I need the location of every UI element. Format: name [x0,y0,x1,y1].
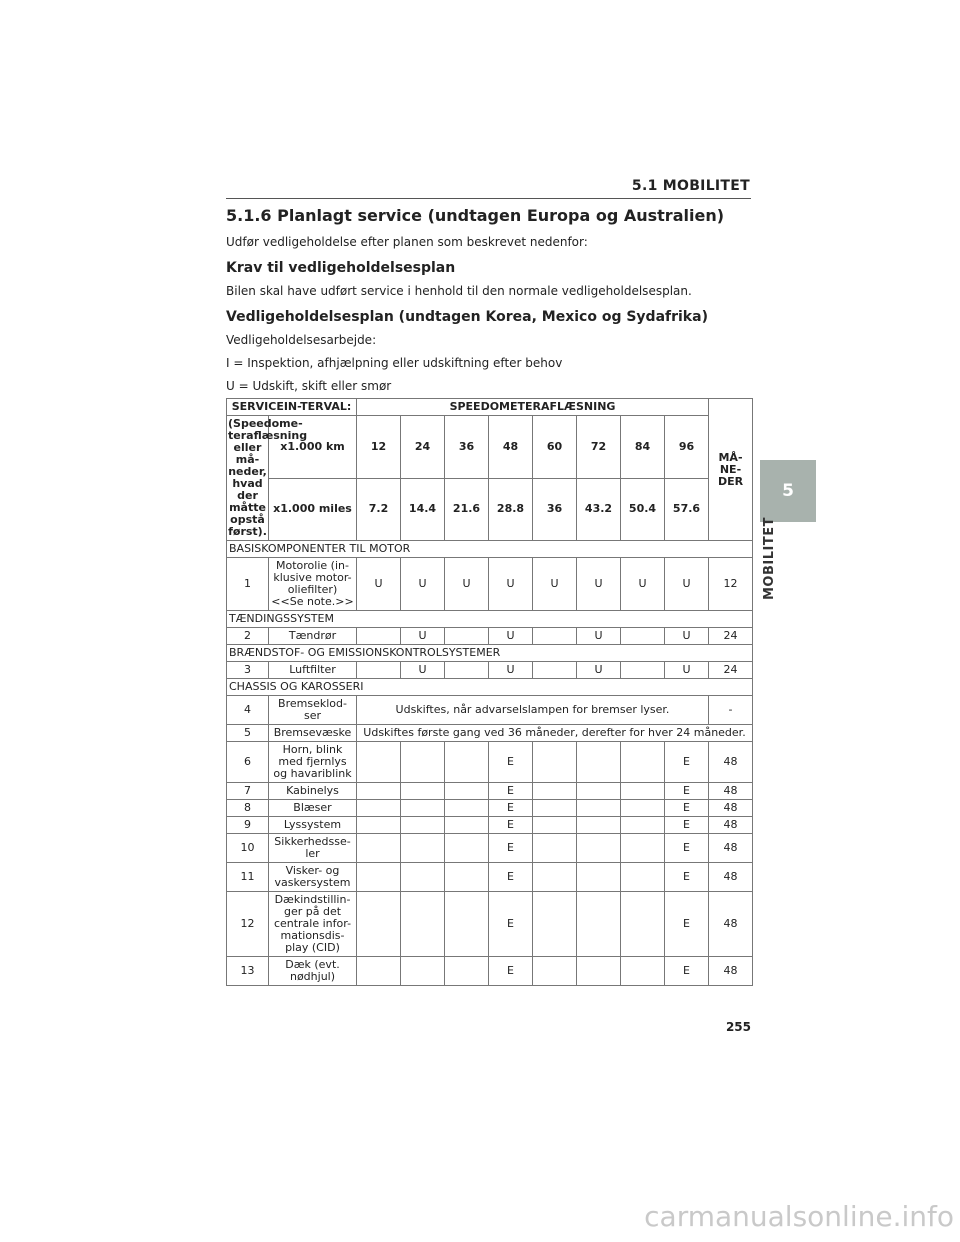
row-cell [357,817,401,834]
row-cell [401,783,445,800]
row-cell: U [489,558,533,611]
row-cell: E [665,892,709,957]
row-name: Sikkerhedsse-ler [269,834,357,863]
miles-cell: 21.6 [445,478,489,541]
row-cell [401,742,445,783]
row-cell: U [577,558,621,611]
speedo-header: SPEEDOMETERAFLÆSNING [357,399,709,416]
plan-line: I = Inspektion, afhjælpning eller udskiftning efter behov [226,356,563,370]
row-cell: E [665,957,709,986]
running-header: 5.1 MOBILITET [631,178,750,194]
row-cell [621,742,665,783]
row-cell [401,800,445,817]
row-cell: E [665,783,709,800]
section-motor: BASISKOMPONENTER TIL MOTOR [227,541,753,558]
row-no: 11 [227,863,269,892]
row-months: 24 [709,628,753,645]
row-cell [577,957,621,986]
row-no: 7 [227,783,269,800]
table-row [227,834,753,863]
row-cell: E [489,783,533,800]
row-cell [577,892,621,957]
row-cell [357,800,401,817]
row-name: Lyssystem [269,817,357,834]
row-cell: U [489,662,533,679]
km-cell: 84 [621,416,665,479]
row-no: 10 [227,834,269,863]
section-fuel: BRÆNDSTOF- OG EMISSIONSKONTROLSYSTEMER [227,645,753,662]
table-row [227,416,753,479]
row-cell: U [577,662,621,679]
row-cell [621,863,665,892]
row-cell [621,957,665,986]
row-cell: U [665,628,709,645]
table-row [227,628,753,645]
km-cell: 48 [489,416,533,479]
row-cell [445,800,489,817]
row-cell [621,800,665,817]
row-cell [533,662,577,679]
watermark: carmanualsonline.info [644,1200,954,1233]
row-no: 1 [227,558,269,611]
row-cell [621,817,665,834]
table-row [227,478,753,541]
row-cell [357,892,401,957]
row-cell [357,957,401,986]
row-cell: U [533,558,577,611]
row-cell: E [489,834,533,863]
row-cell: E [665,800,709,817]
interval-header: SERVICEIN-TERVAL: [227,399,357,416]
miles-cell: 50.4 [621,478,665,541]
row-no: 3 [227,662,269,679]
table-row [227,399,753,416]
row-cell [533,863,577,892]
row-cell [357,742,401,783]
miles-cell: 43.2 [577,478,621,541]
row-cell: E [489,892,533,957]
row-months: 48 [709,800,753,817]
row-cell [357,662,401,679]
plan-heading: Vedligeholdelsesplan (undtagen Korea, Mexico og Sydafrika) [226,309,708,325]
row-cell [401,892,445,957]
row-months: 48 [709,817,753,834]
row-cell: E [665,834,709,863]
row-cell [533,957,577,986]
row-cell [621,834,665,863]
table-row [227,742,753,783]
row-cell [621,662,665,679]
section-chassis: CHASSIS OG KAROSSERI [227,679,753,696]
row-months: 48 [709,742,753,783]
row-cell: E [665,817,709,834]
table-row [227,696,753,725]
row-no: 9 [227,817,269,834]
row-cell [401,834,445,863]
row-cell [577,742,621,783]
row-months: 48 [709,957,753,986]
row-no: 13 [227,957,269,986]
row-cell: E [489,817,533,834]
chapter-tab[interactable]: 5 [760,460,816,522]
table-row [227,662,753,679]
row-cell [577,817,621,834]
row-name: Visker- og vaskersystem [269,863,357,892]
section-row [227,645,753,662]
row-no: 4 [227,696,269,725]
km-cell: 24 [401,416,445,479]
section-row [227,611,753,628]
table-row [227,957,753,986]
row-cell [401,957,445,986]
row-cell [401,817,445,834]
row-cell [533,817,577,834]
unit-km: x1.000 km [269,416,357,479]
row-cell [445,662,489,679]
row-cell: U [621,558,665,611]
section-title: 5.1.6 Planlagt service (undtagen Europa og Australien) [226,206,725,225]
row-cell [533,742,577,783]
row-cell: U [401,662,445,679]
row-cell [577,834,621,863]
row-months: 24 [709,662,753,679]
row-note: Udskiftes, når advarselslampen for bremser lyser. [357,696,709,725]
row-name: Blæser [269,800,357,817]
header-rule [226,198,751,199]
row-cell: U [577,628,621,645]
table-row [227,817,753,834]
table-row [227,800,753,817]
miles-cell: 28.8 [489,478,533,541]
row-cell [401,863,445,892]
row-cell [357,783,401,800]
table-row [227,863,753,892]
row-cell [445,742,489,783]
requirements-text: Bilen skal have udført service i henhold til den normale vedligeholdelsesplan. [226,284,692,298]
km-cell: 96 [665,416,709,479]
chapter-tab-label: MOBILITET [762,517,777,600]
plan-line: Vedligeholdelsesarbejde: [226,333,377,347]
row-cell [577,800,621,817]
section-ignition: TÆNDINGSSYSTEM [227,611,753,628]
row-cell [621,628,665,645]
row-cell [533,628,577,645]
row-name: Bremseklod-ser [269,696,357,725]
row-cell [445,817,489,834]
row-cell: E [489,800,533,817]
months-header: MÅ-NE-DER [709,399,753,541]
row-cell: U [489,628,533,645]
row-cell [621,783,665,800]
plan-line: U = Udskift, skift eller smør [226,379,392,393]
row-cell: U [401,558,445,611]
row-no: 6 [227,742,269,783]
row-name: Bremsevæske [269,725,357,742]
km-cell: 12 [357,416,401,479]
row-cell [533,783,577,800]
row-cell: U [401,628,445,645]
row-cell: U [357,558,401,611]
row-cell: E [665,863,709,892]
row-months: 48 [709,863,753,892]
km-cell: 36 [445,416,489,479]
row-months: - [709,696,753,725]
unit-miles: x1.000 miles [269,478,357,541]
row-months: 48 [709,783,753,800]
km-cell: 72 [577,416,621,479]
table-row [227,725,753,742]
row-name: Tændrør [269,628,357,645]
row-cell [445,863,489,892]
row-cell [357,628,401,645]
row-name: Motorolie (in-klusive motor-oliefilter) <<Se note.>> [269,558,357,611]
intro-text: Udfør vedligeholdelse efter planen som beskrevet nedenfor: [226,235,588,249]
miles-cell: 57.6 [665,478,709,541]
row-cell [357,863,401,892]
row-no: 5 [227,725,269,742]
maintenance-table [226,398,753,986]
row-cell [357,834,401,863]
row-cell [445,957,489,986]
row-months: 48 [709,892,753,957]
row-name: Dækindstillin-ger på det centrale infor-mationsdis-play (CID) [269,892,357,957]
row-cell: U [665,558,709,611]
section-row [227,541,753,558]
row-cell [533,892,577,957]
page-content [226,206,752,986]
table-row [227,558,753,611]
table-row [227,783,753,800]
row-cell: U [445,558,489,611]
requirements-heading: Krav til vedligeholdelsesplan [226,260,456,276]
row-name: Dæk (evt. nødhjul) [269,957,357,986]
row-cell [445,834,489,863]
miles-cell: 36 [533,478,577,541]
row-cell: E [489,742,533,783]
section-row [227,679,753,696]
row-name: Horn, blink med fjernlys og havariblink [269,742,357,783]
row-no: 8 [227,800,269,817]
miles-cell: 7.2 [357,478,401,541]
table-row [227,892,753,957]
miles-cell: 14.4 [401,478,445,541]
row-cell: E [489,957,533,986]
row-months: 48 [709,834,753,863]
row-cell [445,892,489,957]
row-cell [445,628,489,645]
row-cell [533,834,577,863]
row-name: Kabinelys [269,783,357,800]
row-cell [621,892,665,957]
page-number: 255 [725,1020,751,1034]
reading-header: (Speedome-teraflæsning eller må-neder, hvad der måtte opstå først). [227,416,269,541]
row-cell [577,783,621,800]
km-cell: 60 [533,416,577,479]
row-no: 12 [227,892,269,957]
row-cell: E [665,742,709,783]
row-cell: E [489,863,533,892]
row-cell: U [665,662,709,679]
row-name: Luftfilter [269,662,357,679]
row-cell [533,800,577,817]
row-months: 12 [709,558,753,611]
row-note: Udskiftes første gang ved 36 måneder, derefter for hver 24 måneder. [357,725,753,742]
row-no: 2 [227,628,269,645]
row-cell [445,783,489,800]
row-cell [577,863,621,892]
